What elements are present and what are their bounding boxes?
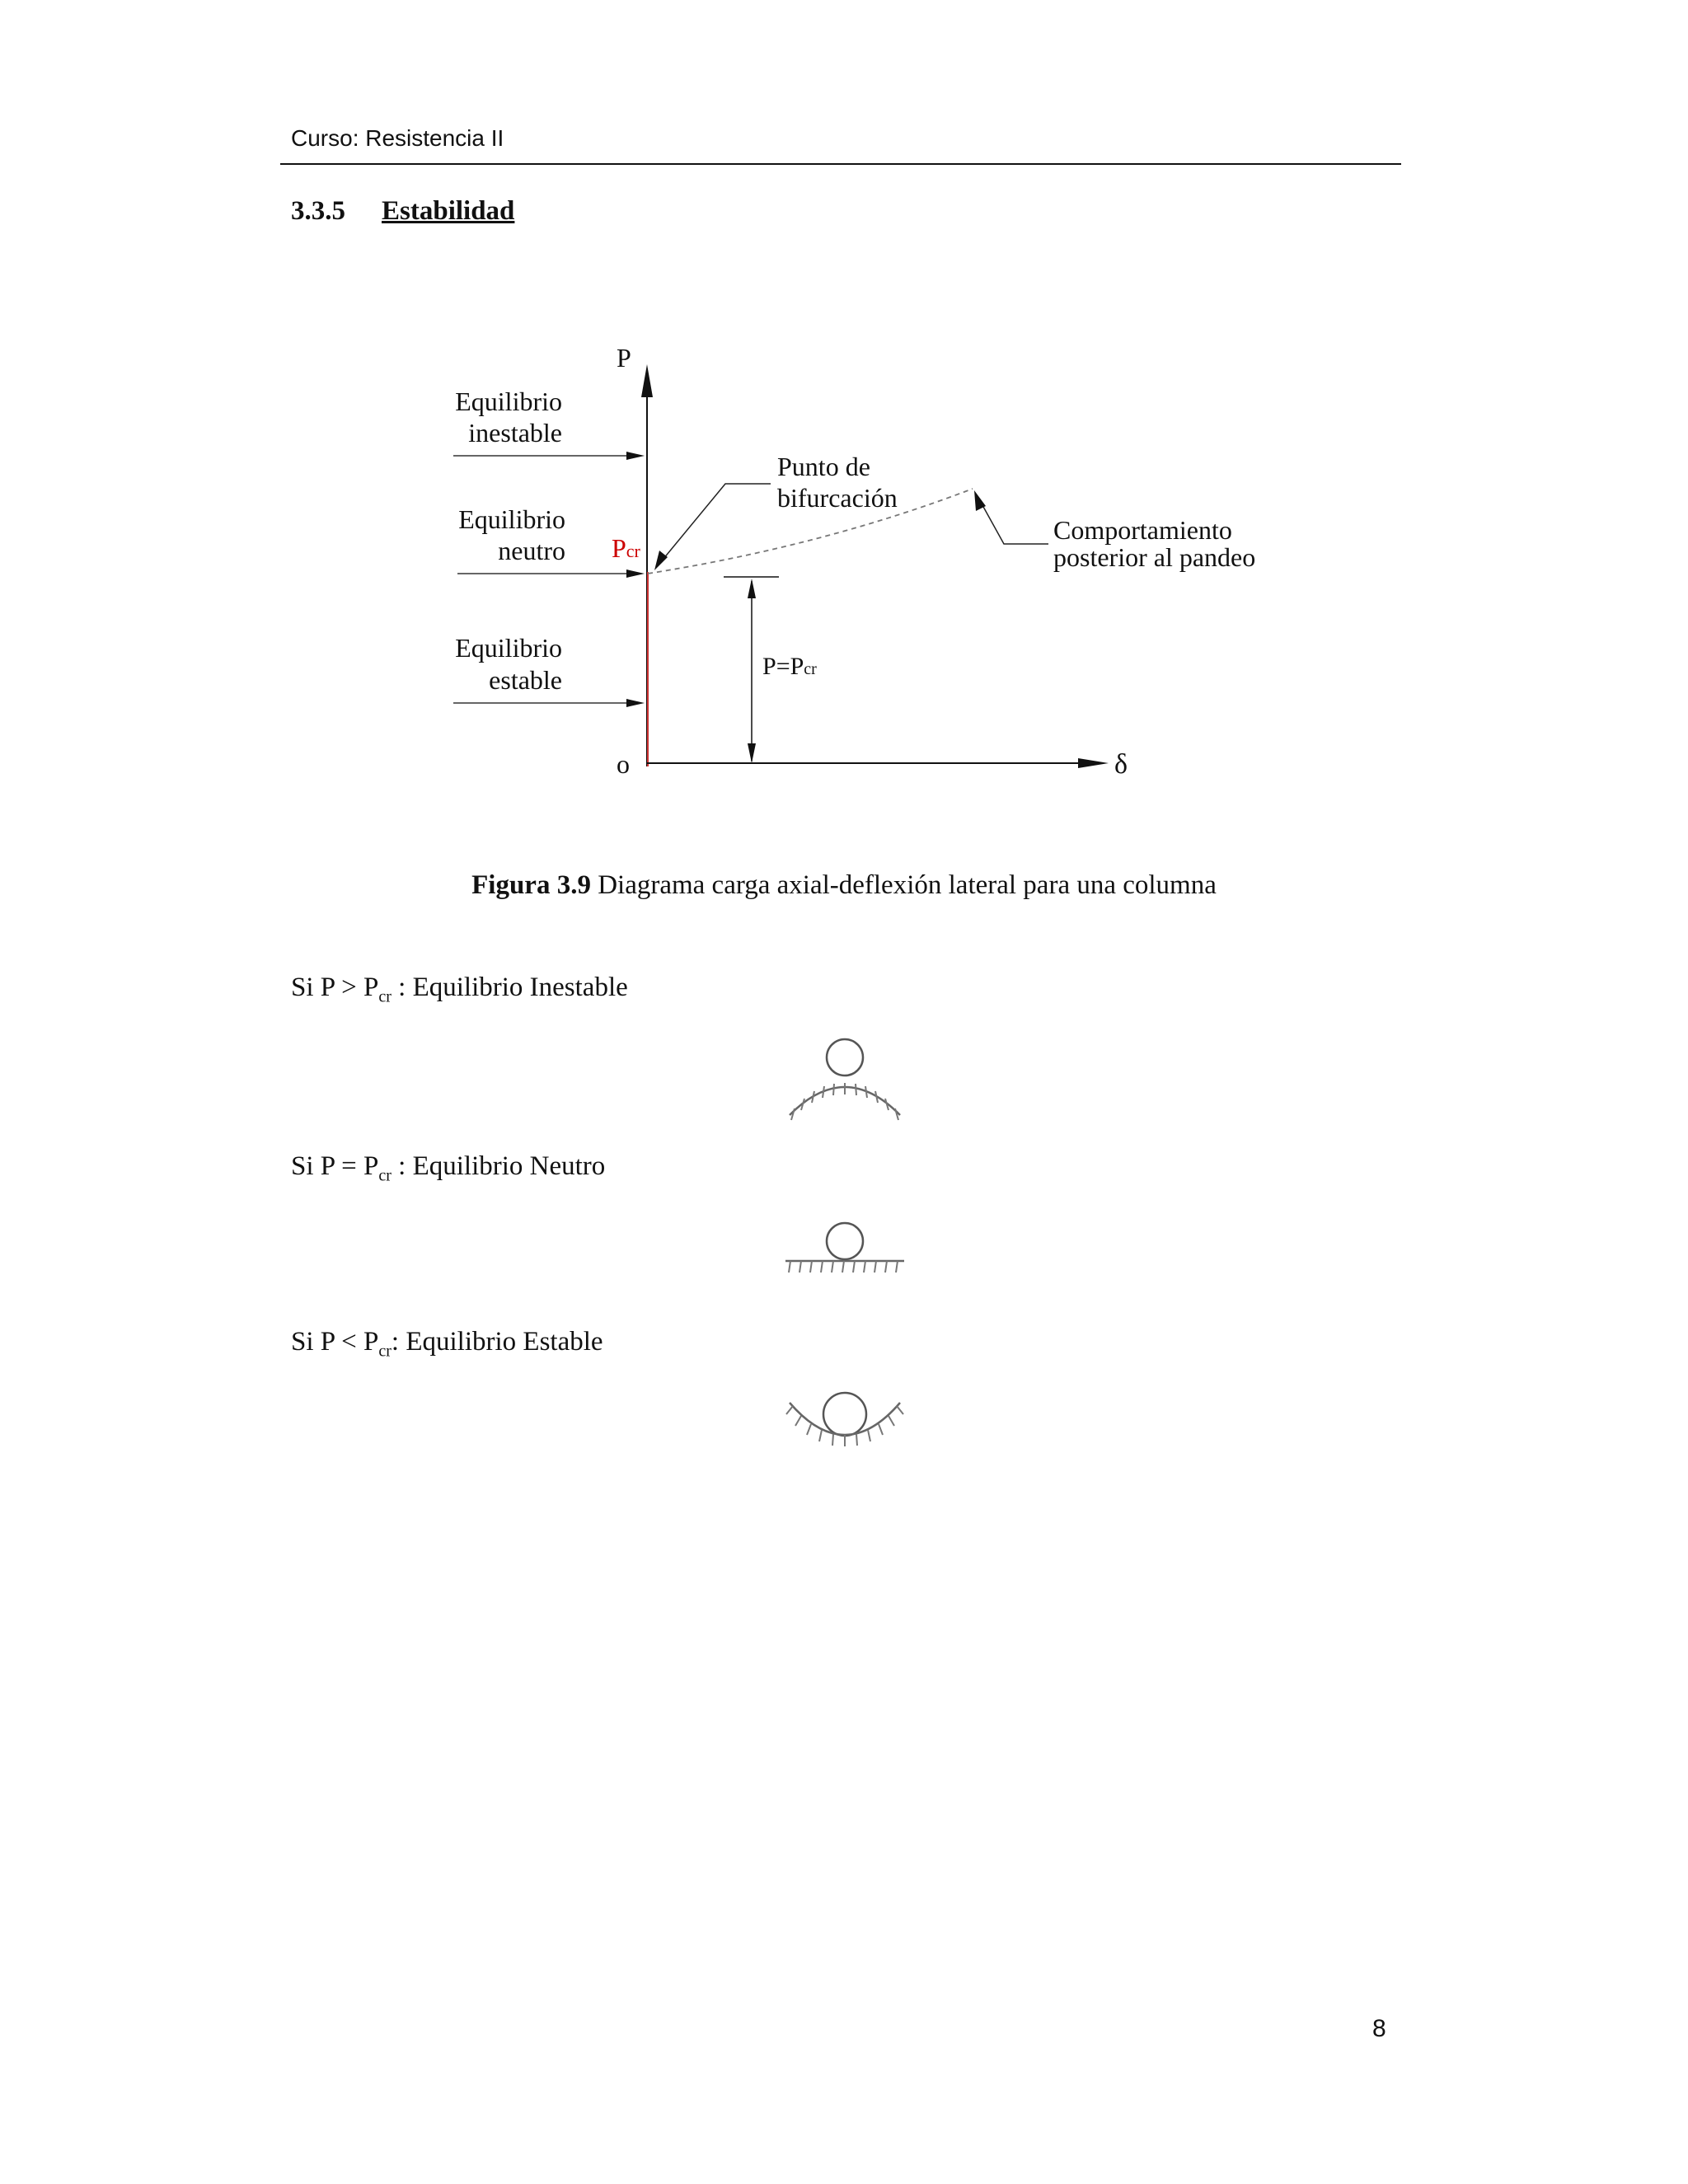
condition-neutral-suffix: : Equilibrio Neutro: [391, 1151, 606, 1181]
condition-neutral-prefix: Si P = P: [291, 1151, 379, 1181]
p-equals-pcr-p: P: [762, 653, 776, 680]
p-equals-pcr-p2: P: [790, 653, 804, 680]
bifurcation-label-line2: bifurcación: [777, 483, 898, 513]
section-number: 3.3.5: [291, 196, 345, 226]
page-number: 8: [1372, 2015, 1386, 2042]
p-axis-arrowhead: [641, 364, 653, 397]
delta-axis-arrowhead: [1078, 758, 1109, 768]
post-buckling-label-line1: Comportamiento: [1053, 515, 1232, 545]
label-inestable-line2: inestable: [468, 418, 562, 448]
condition-stable-sub: cr: [378, 1342, 392, 1361]
dimension-arrow-up: [748, 579, 756, 598]
label-estable-line2: estable: [489, 665, 562, 695]
condition-neutral: [291, 1151, 605, 1186]
load-deflection-diagram: [0, 0, 1688, 841]
post-buckling-label-line2: posterior al pandeo: [1053, 542, 1256, 572]
arrowhead-estable: [626, 699, 645, 707]
condition-stable-prefix: Si P < P: [291, 1327, 379, 1357]
condition-unstable-sub: cr: [378, 987, 392, 1006]
label-estable-line1: Equilibrio: [455, 633, 562, 663]
figure-caption-label: Figura 3.9: [471, 870, 591, 900]
condition-unstable-suffix: : Equilibrio Inestable: [391, 972, 628, 1002]
neutral-ball-illustration: [779, 1218, 911, 1284]
bifurcation-arrowhead: [654, 551, 668, 570]
bifurcation-leader: [659, 484, 771, 564]
bifurcation-label-line1: Punto de: [777, 452, 870, 481]
dimension-arrow-down: [748, 743, 756, 763]
pcr-label: [612, 533, 641, 563]
figure-caption: [0, 870, 1688, 901]
origin-label: o: [617, 749, 630, 779]
section-title: Estabilidad: [382, 196, 515, 226]
figure-caption-text: Diagrama carga axial-deflexión lateral para una columna: [590, 870, 1217, 900]
arrowhead-inestable: [626, 452, 645, 460]
unstable-ball-illustration: [775, 1034, 915, 1125]
post-buckling-leader: [978, 498, 1048, 544]
label-neutro-line2: neutro: [498, 536, 565, 565]
condition-unstable: [291, 972, 628, 1007]
p-axis-label: P: [617, 343, 631, 373]
p-equals-pcr-label: [762, 653, 817, 680]
delta-axis-label: δ: [1114, 749, 1128, 780]
running-header: Curso: Resistencia II: [291, 125, 504, 151]
pcr-label-main: P: [612, 533, 626, 563]
stable-ball-illustration: [775, 1385, 915, 1467]
label-neutro-line1: Equilibrio: [458, 504, 565, 534]
condition-neutral-sub: cr: [378, 1166, 392, 1185]
p-equals-pcr-eq: =: [776, 653, 790, 680]
condition-stable: [291, 1327, 603, 1361]
p-equals-pcr-sub: cr: [804, 660, 817, 678]
label-inestable-line1: Equilibrio: [455, 387, 562, 416]
condition-stable-suffix: : Equilibrio Estable: [391, 1327, 603, 1357]
arrowhead-neutro: [626, 569, 645, 578]
condition-unstable-prefix: Si P > P: [291, 972, 379, 1002]
pcr-label-sub: cr: [626, 541, 640, 561]
